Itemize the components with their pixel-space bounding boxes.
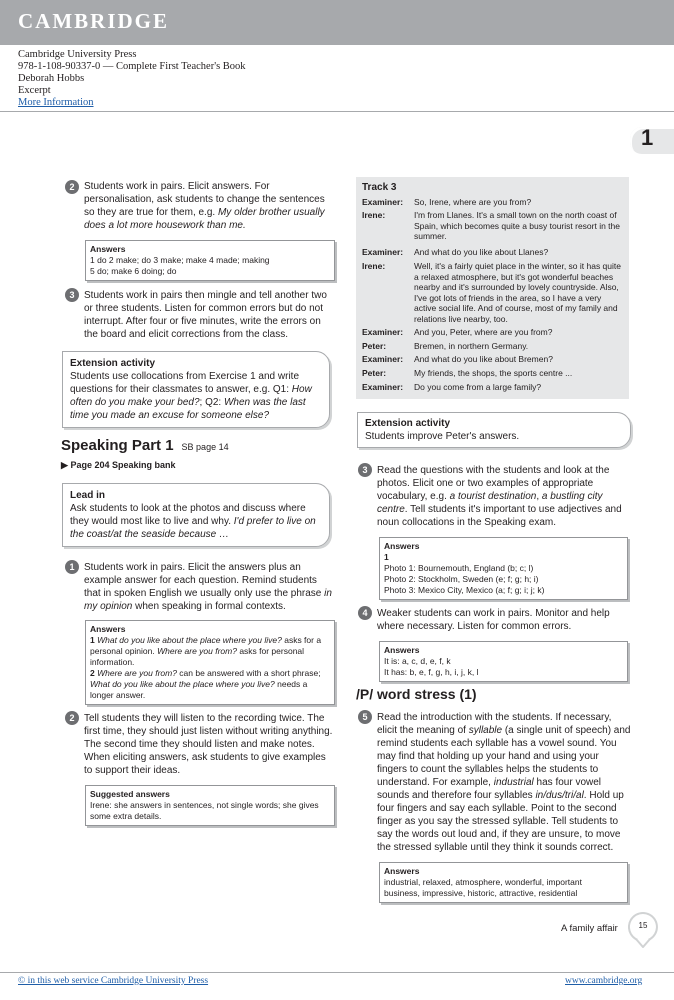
- transcript-line: I'm from Llanes. It's a small town on the north coast of Spain, which becomes quite a busy tourist resort in the summer.: [414, 210, 620, 241]
- exercise-number: 4: [358, 606, 372, 620]
- exercise-number: 3: [65, 288, 79, 302]
- exercise-3-right-instructions: Read the questions with the students and look at the photos. Elicit one or two examples of appropriate vocabulary, e.g. a tourist destination, a bustling city centre. Tell students it's important to use adjectives and noun collocations in the Speaking exam.: [377, 465, 622, 528]
- excerpt-label: Excerpt: [18, 85, 51, 96]
- suggested-answers-box: Suggested answers Irene: she answers in sentences, not single words; she gives some extra details.: [85, 785, 335, 826]
- isbn-title: 978-1-108-90337-0 — Complete First Teacher's Book: [18, 61, 246, 72]
- transcript-speaker: Peter:: [362, 341, 387, 351]
- word-stress-heading: /P/ word stress (1): [356, 686, 477, 702]
- play-triangle-icon: ▶: [61, 460, 68, 470]
- transcript-speaker: Examiner:: [362, 382, 404, 392]
- exercise-number: 2: [65, 711, 79, 725]
- transcript-line: My friends, the shops, the sports centre ...: [414, 368, 573, 378]
- transcript-speaker: Examiner:: [362, 247, 404, 257]
- chapter-number: 1: [641, 125, 654, 150]
- exercise-number: 2: [65, 180, 79, 194]
- more-information-link[interactable]: More Information: [18, 97, 94, 108]
- footer-rule: [0, 972, 674, 973]
- cambridge-website-link[interactable]: www.cambridge.org: [565, 976, 643, 986]
- answers-box: Answers 1 do 2 make; do 3 make; make 4 made; making 5 do; make 6 doing; do: [85, 240, 335, 281]
- exercise-2-listening-instructions: Tell students they will listen to the recording twice. The first time, they should just listen without writing anything. The second time they should listen and make notes. When eliciting answers, ask students to give examples to support their ideas.: [84, 713, 333, 776]
- answers-box: Answers It is: a, c, d, e, f, k It has: b, e, f, g, h, i, j, k, l: [379, 641, 628, 682]
- exercise-4-instructions: Weaker students can work in pairs. Monitor and help where necessary. Listen for common errors.: [377, 608, 610, 632]
- page-number-tab: [628, 912, 658, 948]
- track-title: Track 3: [362, 182, 397, 193]
- speaking-bank-ref: ▶ Page 204 Speaking bank: [61, 460, 176, 470]
- extension-activity-box: Extension activity Students improve Peter's answers.: [357, 412, 631, 448]
- transcript-line: And what do you like about Bremen?: [414, 354, 553, 364]
- transcript-speaker: Peter:: [362, 368, 387, 378]
- track-3-transcript: [356, 177, 629, 399]
- exercise-2-instructions: Students work in pairs. Elicit answers. For personalisation, ask students to change the sentences so they are true for them, e.g. My older brother usually does a lot more housework than me.: [84, 181, 325, 231]
- transcript-speaker: Examiner:: [362, 197, 404, 207]
- header-rule: [0, 111, 674, 112]
- exercise-5-instructions: Read the introduction with the students. If necessary, elicit the meaning of syllable (a single unit of speech) and remind students each syllable has a vowel sound. You may find that holding up your hand and using your fingers to count the syllables helps the students to understand. For example, industrial has four vowel sounds and therefore four syllables in/dus/tri/al. Hold up four fingers and say each syllable. Point to the second finger as you say the stressed syllable. Tell students to say the words out loud and, if they are unsure, to move the stressed syllable until they think it sounds correct.: [377, 712, 631, 853]
- answers-box: Answers industrial, relaxed, atmosphere, wonderful, important business, impressive, historic, attractive, residential: [379, 862, 628, 903]
- transcript-line: And what do you like about Llanes?: [414, 247, 549, 257]
- cambridge-logo: CAMBRIDGE: [18, 9, 170, 33]
- page-tab-shape: [628, 912, 658, 948]
- exercise-number: 5: [358, 710, 372, 724]
- transcript-line: Bremen, in northern Germany.: [414, 341, 529, 351]
- answers-box: Answers 1 What do you like about the place where you live? asks for a personal opinion. Where are you from? asks for personal information. 2 Where are you from? can be answered with a short phrase; What do you like about the place where you live? needs a longer answer.: [85, 620, 335, 705]
- speaking-heading: Speaking Part 1 SB page 14: [61, 437, 229, 454]
- author: Deborah Hobbs: [18, 73, 85, 84]
- lead-in-box: Lead in Ask students to look at the photos and discuss where they would most like to live and why. I'd prefer to live on the coast/at the seaside because …: [62, 483, 330, 547]
- transcript-speaker: Examiner:: [362, 354, 404, 364]
- transcript-speaker: Irene:: [362, 261, 386, 271]
- book-metadata: [18, 49, 246, 109]
- page-number: 15: [638, 921, 648, 930]
- exercise-3-instructions: Students work in pairs then mingle and tell another two or three students. Listen for common errors but do not interrupt. After four or five minutes, write the errors on the board and elicit corrections from the class.: [84, 290, 327, 340]
- extension-activity-box: Extension activity Students use collocations from Exercise 1 and write questions for their classmates to answer, e.g. Q1: How often do you make your bed?; Q2: When was the last time you made an excuse for someone else?: [62, 351, 330, 428]
- exercise-number: 1: [65, 560, 79, 574]
- exercise-1-instructions: Students work in pairs. Elicit the answers plus an example answer for each question. Remind students that in spoken English we usually only use the phrase in my opinion when speaking in formal contexts.: [84, 562, 332, 612]
- answers-box: Answers 1 Photo 1: Bournemouth, England (b; c; l) Photo 2: Stockholm, Sweden (e; f; g; h; i) Photo 3: Mexico City, Mexico (a; f; g; i; j; k): [379, 537, 628, 600]
- transcript-speaker: Examiner:: [362, 327, 404, 337]
- transcript-speaker: Irene:: [362, 210, 386, 220]
- transcript-line: So, Irene, where are you from?: [414, 197, 532, 207]
- transcript-line: And you, Peter, where are you from?: [414, 327, 553, 337]
- exercise-number: 3: [358, 463, 372, 477]
- transcript-line: Do you come from a large family?: [414, 382, 542, 392]
- copyright-link[interactable]: © in this web service Cambridge University Press: [18, 976, 209, 986]
- unit-title: A family affair: [561, 923, 618, 934]
- publisher: Cambridge University Press: [18, 49, 137, 60]
- transcript-line: Well, it's a fairly quiet place in the winter, so it has quite a relaxed atmosphere, but it's got wonderful beaches nearby and it's surrounded by lovely countryside. Also, I've got lots of friends in the area, so I have a very active social life. And of course, most of my family and relations live nearby, too.: [414, 261, 621, 324]
